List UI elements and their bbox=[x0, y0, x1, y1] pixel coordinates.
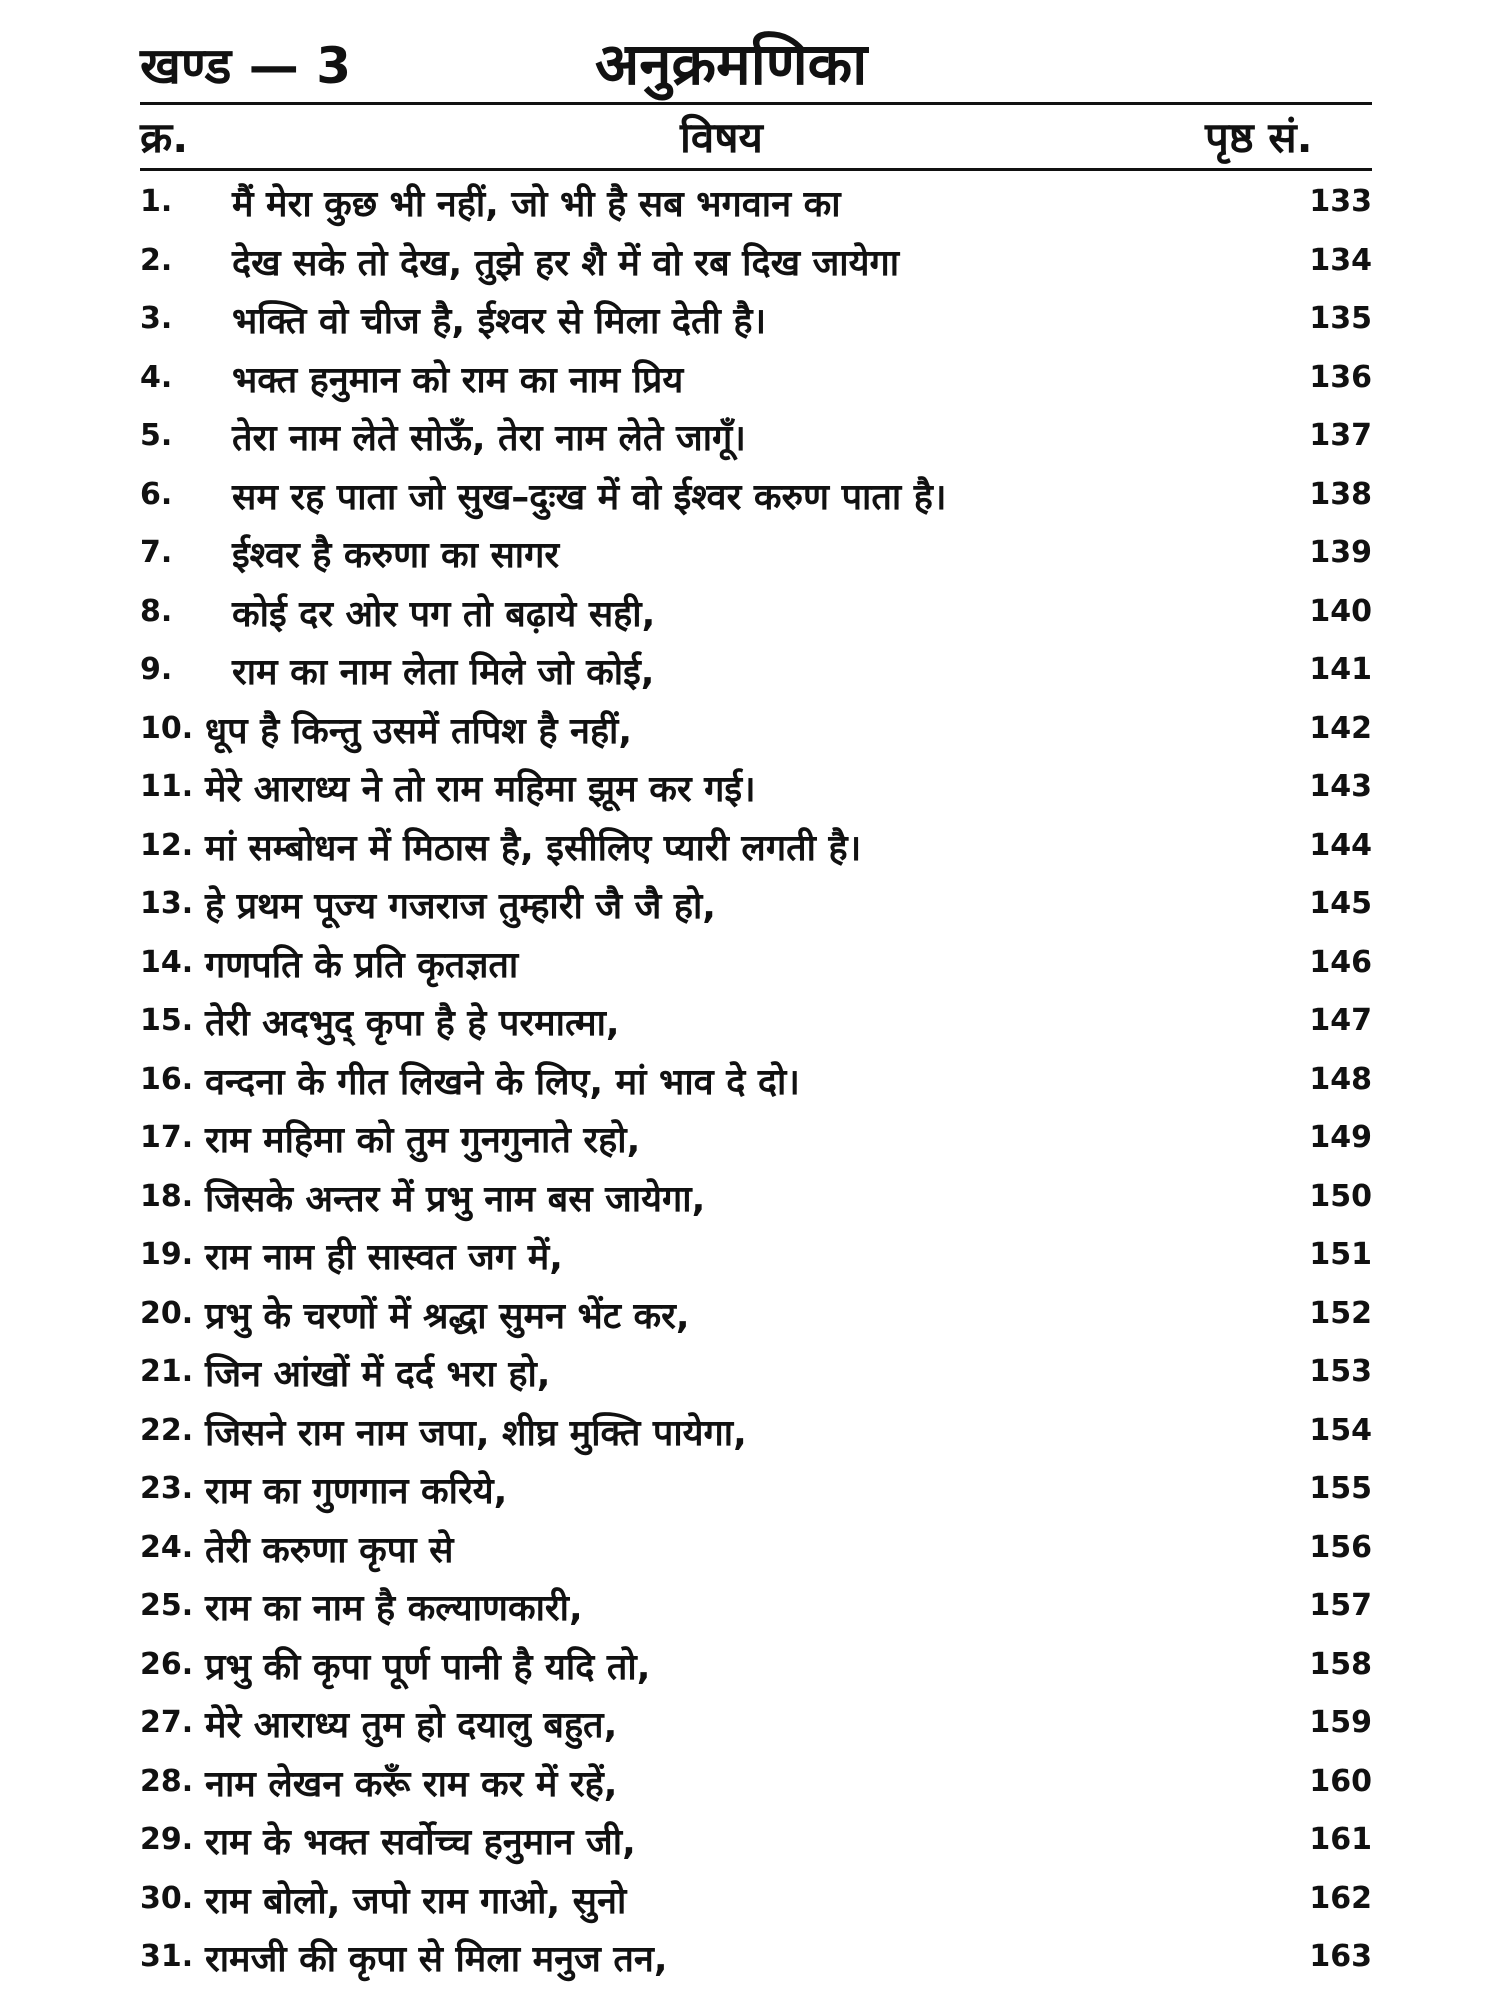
entry-number: 13. bbox=[140, 886, 194, 921]
index-entry bbox=[140, 1229, 1372, 1288]
entry-page-number: 143 bbox=[1309, 769, 1372, 804]
entry-title: धूप है किन्तु उसमें तपिश है नहीं, bbox=[205, 710, 633, 752]
entry-page-number: 150 bbox=[1309, 1178, 1372, 1214]
entry-title: राम महिमा को तुम गुनगुनाते रहो, bbox=[205, 1120, 641, 1161]
entry-number: 23. bbox=[140, 1471, 194, 1506]
index-entry bbox=[140, 527, 1372, 586]
entry-page-number: 163 bbox=[1309, 1939, 1372, 1974]
entry-page-number: 136 bbox=[1309, 359, 1372, 395]
entry-page-number: 139 bbox=[1309, 535, 1372, 570]
column-header-number: क्र. bbox=[140, 113, 189, 162]
index-entry bbox=[140, 1054, 1372, 1113]
entry-title: ईश्वर है करुणा का सागर bbox=[232, 535, 560, 576]
entry-number: 21. bbox=[140, 1354, 194, 1389]
entry-page-number: 157 bbox=[1309, 1588, 1372, 1623]
entry-title: मेरे आराध्य ने तो राम महिमा झूम कर गई। bbox=[205, 769, 756, 810]
entry-page-number: 145 bbox=[1309, 886, 1372, 921]
entry-page-number: 162 bbox=[1309, 1880, 1372, 1916]
entry-title: मेरे आराध्य तुम हो दयालु बहुत, bbox=[205, 1705, 618, 1746]
entry-number: 18. bbox=[140, 1178, 194, 1214]
entry-number: 5. bbox=[140, 418, 173, 453]
entry-number: 10. bbox=[140, 710, 194, 746]
index-entry bbox=[140, 644, 1372, 703]
index-entry bbox=[140, 1405, 1372, 1464]
entry-page-number: 152 bbox=[1309, 1295, 1372, 1331]
index-entry bbox=[140, 1346, 1372, 1405]
entry-number: 11. bbox=[140, 769, 194, 804]
entry-page-number: 158 bbox=[1309, 1646, 1372, 1682]
entry-page-number: 159 bbox=[1309, 1705, 1372, 1740]
entry-number: 9. bbox=[140, 652, 173, 687]
entry-page-number: 155 bbox=[1309, 1471, 1372, 1506]
index-entry bbox=[140, 469, 1372, 528]
entry-number: 24. bbox=[140, 1529, 194, 1565]
entry-number: 14. bbox=[140, 944, 194, 980]
entry-title: जिन आंखों में दर्द भरा हो, bbox=[205, 1354, 551, 1395]
index-entry bbox=[140, 410, 1372, 469]
index-entry bbox=[140, 1112, 1372, 1171]
entry-number: 12. bbox=[140, 827, 194, 863]
index-entry bbox=[140, 1522, 1372, 1581]
entry-title: तेरा नाम लेते सोऊँ, तेरा नाम लेते जागूँ। bbox=[232, 418, 746, 459]
entry-number: 20. bbox=[140, 1295, 194, 1331]
page-header bbox=[140, 22, 1370, 102]
index-entry bbox=[140, 1580, 1372, 1639]
entry-page-number: 142 bbox=[1309, 710, 1372, 746]
entry-title: देख सके तो देख, तुझे हर शै में वो रब दिख जायेगा bbox=[232, 242, 900, 284]
entry-title: राम नाम ही सास्वत जग में, bbox=[205, 1237, 563, 1278]
entry-page-number: 141 bbox=[1309, 652, 1372, 687]
index-entry bbox=[140, 352, 1372, 411]
entry-page-number: 156 bbox=[1309, 1529, 1372, 1565]
entry-page-number: 153 bbox=[1309, 1354, 1372, 1389]
entry-page-number: 137 bbox=[1309, 418, 1372, 453]
entry-page-number: 138 bbox=[1309, 476, 1372, 512]
entry-page-number: 135 bbox=[1309, 301, 1372, 336]
entry-title: जिसने राम नाम जपा, शीघ्र मुक्ति पायेगा, bbox=[205, 1412, 747, 1454]
entry-number: 1. bbox=[140, 184, 173, 219]
column-header-page: पृष्ठ सं. bbox=[1205, 113, 1313, 162]
index-entry bbox=[140, 1288, 1372, 1347]
entry-title: कोई दर ओर पग तो बढ़ाये सही, bbox=[232, 593, 656, 635]
column-header-rule bbox=[140, 168, 1372, 171]
index-entry bbox=[140, 1756, 1372, 1815]
index-entry bbox=[140, 235, 1372, 294]
entry-title: राम का नाम लेता मिले जो कोई, bbox=[232, 652, 655, 693]
entry-page-number: 147 bbox=[1309, 1003, 1372, 1038]
entry-title: प्रभु की कृपा पूर्ण पानी है यदि तो, bbox=[205, 1646, 651, 1688]
entry-number: 8. bbox=[140, 593, 173, 629]
index-entry bbox=[140, 820, 1372, 879]
entry-number: 6. bbox=[140, 476, 173, 512]
entry-title: भक्ति वो चीज है, ईश्वर से मिला देती है। bbox=[232, 301, 767, 342]
entry-title: रामजी की कृपा से मिला मनुज तन, bbox=[205, 1939, 668, 1980]
index-entry bbox=[140, 293, 1372, 352]
entry-page-number: 144 bbox=[1309, 827, 1372, 863]
entry-number: 2. bbox=[140, 242, 173, 278]
entry-title: नाम लेखन करूँ राम कर में रहें, bbox=[205, 1763, 618, 1805]
entry-title: मैं मेरा कुछ भी नहीं, जो भी है सब भगवान का bbox=[232, 184, 841, 225]
entry-number: 16. bbox=[140, 1061, 194, 1097]
entry-number: 26. bbox=[140, 1646, 194, 1682]
entry-page-number: 151 bbox=[1309, 1237, 1372, 1272]
index-entry bbox=[140, 1463, 1372, 1522]
entry-page-number: 146 bbox=[1309, 944, 1372, 980]
entry-title: वन्दना के गीत लिखने के लिए, मां भाव दे दो। bbox=[205, 1061, 800, 1103]
index-entry bbox=[140, 1697, 1372, 1756]
entry-number: 22. bbox=[140, 1412, 194, 1448]
entry-number: 25. bbox=[140, 1588, 194, 1623]
column-header-topic: विषय bbox=[680, 113, 763, 162]
entry-page-number: 140 bbox=[1309, 593, 1372, 629]
entry-title: गणपति के प्रति कृतज्ञता bbox=[205, 944, 519, 986]
entry-page-number: 160 bbox=[1309, 1763, 1372, 1799]
index-entry bbox=[140, 1814, 1372, 1873]
entry-title: राम बोलो, जपो राम गाओ, सुनो bbox=[205, 1880, 627, 1922]
entry-title: हे प्रथम पूज्य गजराज तुम्हारी जै जै हो, bbox=[205, 886, 716, 927]
index-entry bbox=[140, 1639, 1372, 1698]
entry-page-number: 149 bbox=[1309, 1120, 1372, 1155]
entry-number: 27. bbox=[140, 1705, 194, 1740]
index-list bbox=[140, 176, 1372, 1990]
index-entry bbox=[140, 1931, 1372, 1990]
entry-page-number: 133 bbox=[1309, 184, 1372, 219]
index-entry bbox=[140, 878, 1372, 937]
entry-page-number: 154 bbox=[1309, 1412, 1372, 1448]
index-entry bbox=[140, 937, 1372, 996]
entry-number: 29. bbox=[140, 1822, 194, 1857]
entry-title: जिसके अन्तर में प्रभु नाम बस जायेगा, bbox=[205, 1178, 706, 1220]
entry-title: राम का गुणगान करिये, bbox=[205, 1471, 508, 1512]
entry-title: तेरी अदभुद् कृपा है हे परमात्मा, bbox=[205, 1003, 620, 1044]
entry-title: राम का नाम है कल्याणकारी, bbox=[205, 1588, 583, 1629]
entry-number: 17. bbox=[140, 1120, 194, 1155]
index-entry bbox=[140, 995, 1372, 1054]
index-entry bbox=[140, 1873, 1372, 1932]
index-entry bbox=[140, 176, 1372, 235]
entry-title: सम रह पाता जो सुख–दुःख में वो ईश्वर करुण पाता है। bbox=[232, 476, 947, 518]
entry-title: भक्त हनुमान को राम का नाम प्रिय bbox=[232, 359, 684, 401]
entry-number: 30. bbox=[140, 1880, 194, 1916]
entry-title: मां सम्बोधन में मिठास है, इसीलिए प्यारी लगती है। bbox=[205, 827, 862, 869]
entry-number: 3. bbox=[140, 301, 173, 336]
entry-page-number: 161 bbox=[1309, 1822, 1372, 1857]
page-title: अनुक्रमणिका bbox=[595, 30, 868, 98]
entry-number: 15. bbox=[140, 1003, 194, 1038]
entry-title: राम के भक्त सर्वोच्च हनुमान जी, bbox=[205, 1822, 636, 1863]
entry-number: 4. bbox=[140, 359, 173, 395]
index-entry bbox=[140, 703, 1372, 762]
header-rule bbox=[140, 102, 1372, 105]
section-label: खण्ड — 3 bbox=[140, 37, 352, 95]
entry-page-number: 134 bbox=[1309, 242, 1372, 278]
entry-number: 31. bbox=[140, 1939, 194, 1974]
entry-title: तेरी करुणा कृपा से bbox=[205, 1529, 454, 1571]
index-entry bbox=[140, 586, 1372, 645]
entry-number: 19. bbox=[140, 1237, 194, 1272]
index-entry bbox=[140, 761, 1372, 820]
entry-page-number: 148 bbox=[1309, 1061, 1372, 1097]
entry-number: 7. bbox=[140, 535, 173, 570]
entry-title: प्रभु के चरणों में श्रद्धा सुमन भेंट कर, bbox=[205, 1295, 690, 1337]
index-entry bbox=[140, 1171, 1372, 1230]
entry-number: 28. bbox=[140, 1763, 194, 1799]
